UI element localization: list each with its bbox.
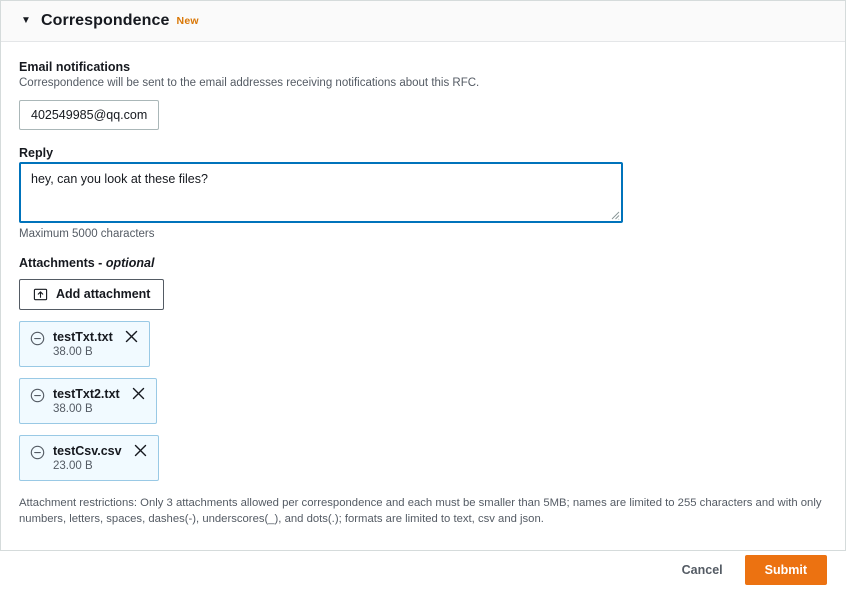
- cancel-button[interactable]: Cancel: [678, 556, 727, 584]
- panel-footer: [1, 544, 845, 596]
- page-title: Correspondence: [41, 12, 170, 29]
- reply-input[interactable]: [19, 162, 623, 223]
- file-text: [53, 330, 138, 358]
- list-item[interactable]: [19, 321, 150, 367]
- close-icon[interactable]: [134, 444, 147, 457]
- file-text: [53, 444, 147, 472]
- list-item[interactable]: [19, 435, 159, 481]
- file-name-row: [53, 387, 145, 401]
- close-icon[interactable]: [125, 330, 138, 343]
- attachments-section: [19, 256, 827, 529]
- reply-section: [19, 146, 827, 240]
- upload-icon: [33, 287, 48, 302]
- file-icon: [30, 388, 45, 403]
- email-notifications-label: Email notifications: [19, 60, 131, 74]
- add-attachment-label: Add attachment: [56, 287, 151, 302]
- file-size: 23.00 B: [53, 459, 93, 472]
- reply-character-hint: Maximum 5000 characters: [19, 227, 155, 240]
- chevron-down-icon[interactable]: ▼: [21, 15, 31, 26]
- email-notifications-section: [19, 60, 827, 130]
- attachment-restrictions-text: Attachment restrictions: Only 3 attachments allowed per correspondence and each must be smaller than 5MB; names are limited to 255 characters and with only numbers, letters, spaces, dashes(-), underscores(_), and dots(.); formats are limited to text, csv and json.: [19, 496, 822, 526]
- file-text: [53, 387, 145, 415]
- attachment-list: [19, 321, 827, 492]
- attachments-label-text: Attachments -: [19, 255, 106, 270]
- email-notifications-description: Correspondence will be sent to the email addresses receiving notifications about this RFC.: [19, 77, 480, 89]
- attachments-label-optional: optional: [105, 255, 155, 270]
- close-icon[interactable]: [132, 387, 145, 400]
- file-icon: [30, 331, 45, 346]
- reply-label: Reply: [19, 145, 54, 160]
- file-size: 38.00 B: [53, 402, 93, 415]
- add-attachment-button[interactable]: [19, 279, 164, 310]
- file-name-row: [53, 444, 147, 458]
- list-item[interactable]: [19, 378, 157, 424]
- panel-body: [1, 42, 845, 544]
- attachments-label: [19, 256, 827, 270]
- file-name: testTxt2.txt: [53, 386, 120, 401]
- submit-button[interactable]: Submit: [745, 555, 827, 585]
- file-icon: [30, 445, 45, 460]
- reply-textarea-wrapper: [19, 162, 623, 223]
- panel-header: [1, 1, 845, 42]
- email-address-value: 402549985@qq.com: [19, 100, 159, 130]
- file-size: 38.00 B: [53, 345, 93, 358]
- status-badge: New: [176, 15, 199, 27]
- file-name: testTxt.txt: [53, 329, 113, 344]
- file-name: testCsv.csv: [53, 443, 122, 458]
- file-name-row: [53, 330, 138, 344]
